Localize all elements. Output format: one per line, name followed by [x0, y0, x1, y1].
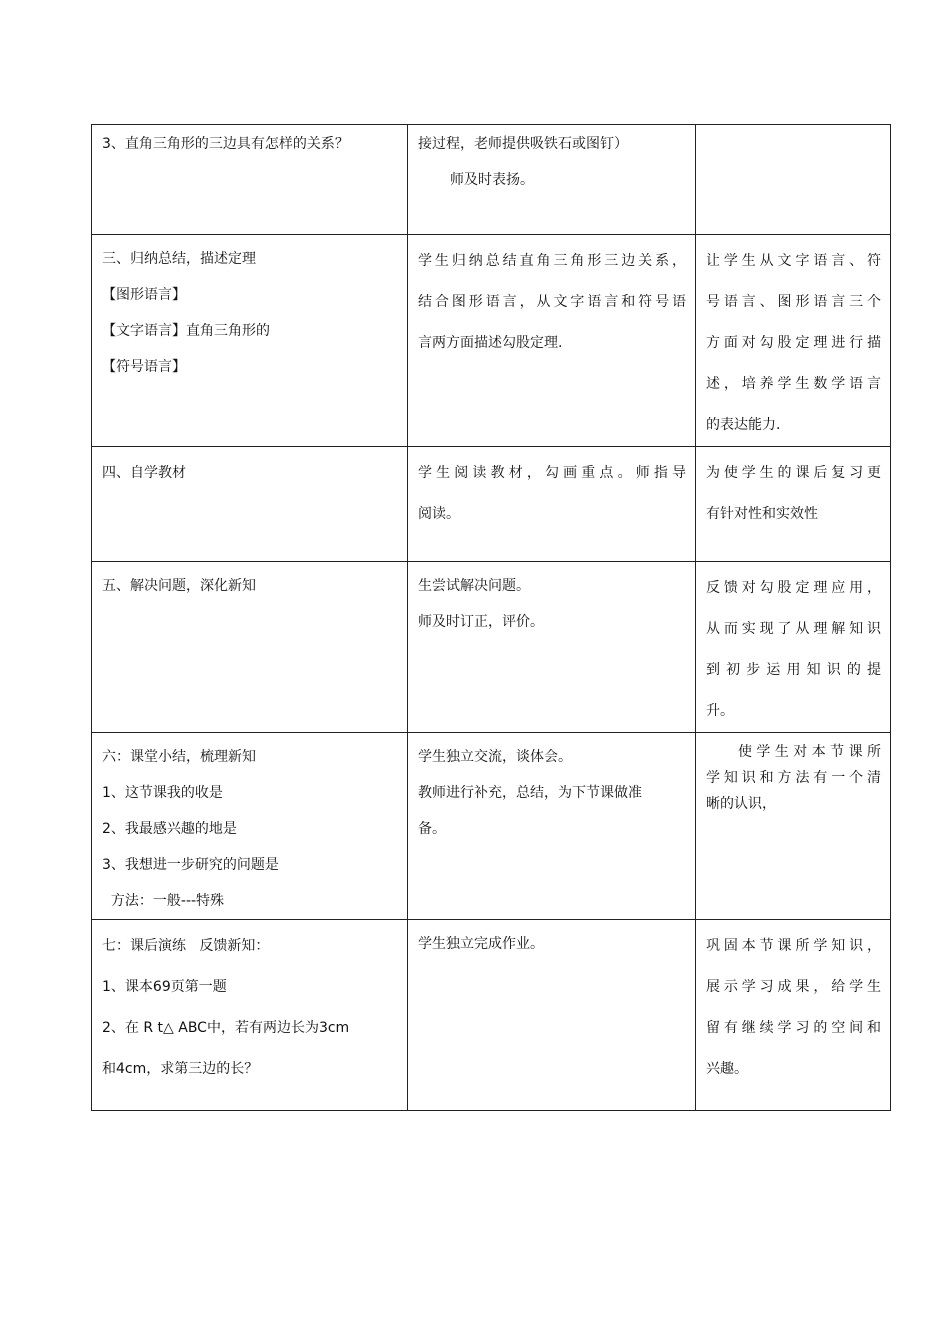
cell-text: 号语言、图形语言三个: [706, 294, 881, 310]
table-cell: [696, 562, 891, 733]
cell-text: 学知识和方法有一个清: [706, 770, 881, 786]
cell-text: 述，培养学生数学语言: [706, 376, 881, 392]
lesson-plan-table: [91, 124, 891, 1111]
cell-text: 3、我想进一步研究的问题是: [102, 857, 279, 873]
table-cell: [408, 733, 696, 920]
cell-text: 五、解决问题，深化新知: [102, 578, 256, 594]
cell-text: 【符号语言】: [102, 359, 186, 375]
cell-text: 言两方面描述勾股定理.: [418, 335, 563, 351]
table-cell: [92, 447, 408, 562]
cell-text: 兴趣。: [706, 1061, 748, 1077]
table-cell: [408, 920, 696, 1111]
table-cell: [696, 125, 891, 235]
cell-text: 学生阅读教材，勾画重点。师指导: [418, 465, 686, 481]
cell-text: 为使学生的课后复习更: [706, 465, 881, 481]
cell-text: 巩固本节课所学知识，: [706, 938, 881, 954]
table-cell: [408, 125, 696, 235]
cell-text: 2、我最感兴趣的地是: [102, 821, 237, 837]
cell-text: 方面对勾股定理进行描: [706, 335, 881, 351]
cell-text: 三、归纳总结，描述定理: [102, 251, 256, 267]
table-cell: [92, 733, 408, 920]
cell-text: 生尝试解决问题。: [418, 578, 530, 594]
cell-text: 让学生从文字语言、符: [706, 253, 881, 269]
cell-text: 1、课本69页第一题: [102, 979, 227, 995]
table-cell: [92, 125, 408, 235]
table-cell: [696, 447, 891, 562]
table-cell: [696, 235, 891, 447]
table-cell: [696, 733, 891, 920]
cell-text: 结合图形语言，从文字语言和符号语: [418, 294, 686, 310]
cell-text: 升。: [706, 703, 734, 719]
cell-text: 的表达能力.: [706, 417, 781, 433]
cell-text: 从而实现了从理解知识: [706, 621, 881, 637]
cell-text: 学生独立完成作业。: [418, 936, 544, 952]
cell-text: 3、直角三角形的三边具有怎样的关系？: [102, 136, 349, 152]
cell-text: 教师进行补充，总结，为下节课做准: [418, 785, 642, 801]
cell-text: 反馈对勾股定理应用，: [706, 580, 881, 596]
table-row: [92, 125, 891, 235]
cell-text: 备。: [418, 821, 446, 837]
table-cell: [408, 235, 696, 447]
cell-text: 展示学习成果，给学生: [706, 979, 881, 995]
cell-text: 2、在 R t△ ABC中，若有两边长为3cm: [102, 1020, 350, 1036]
cell-text: 有针对性和实效性: [706, 506, 818, 522]
cell-text: 【图形语言】: [102, 287, 186, 303]
cell-text: 师及时订正，评价。: [418, 614, 544, 630]
cell-text: 晰的认识，: [706, 796, 776, 812]
table-row: [92, 733, 891, 920]
table-row: [92, 235, 891, 447]
cell-text: 到初步运用知识的提: [706, 662, 881, 678]
table-cell: [408, 447, 696, 562]
cell-text: 【文字语言】直角三角形的: [102, 323, 270, 339]
cell-text: 学生归纳总结直角三角形三边关系，: [418, 253, 686, 269]
cell-text: 四、自学教材: [102, 465, 186, 481]
table-cell: [92, 235, 408, 447]
cell-text: 和4cm，求第三边的长？: [102, 1061, 259, 1077]
cell-text: 师及时表扬。: [450, 172, 534, 188]
cell-text: 学生独立交流，谈体会。: [418, 749, 572, 765]
cell-text: 使学生对本节课所: [738, 744, 881, 760]
table-cell: [408, 562, 696, 733]
cell-text: 方法：一般---特殊: [102, 893, 225, 909]
cell-text: 六：课堂小结，梳理新知: [102, 749, 256, 765]
cell-text: 留有继续学习的空间和: [706, 1020, 881, 1036]
table-row: [92, 920, 891, 1111]
table-row: [92, 447, 891, 562]
table-cell: [92, 920, 408, 1111]
cell-text: 接过程，老师提供吸铁石或图钉）: [418, 136, 628, 152]
table-row: [92, 562, 891, 733]
cell-text: 1、这节课我的收是: [102, 785, 223, 801]
cell-text: 阅读。: [418, 506, 460, 522]
table-cell: [696, 920, 891, 1111]
table-cell: [92, 562, 408, 733]
cell-text: 七：课后演练 反馈新知：: [102, 938, 270, 954]
